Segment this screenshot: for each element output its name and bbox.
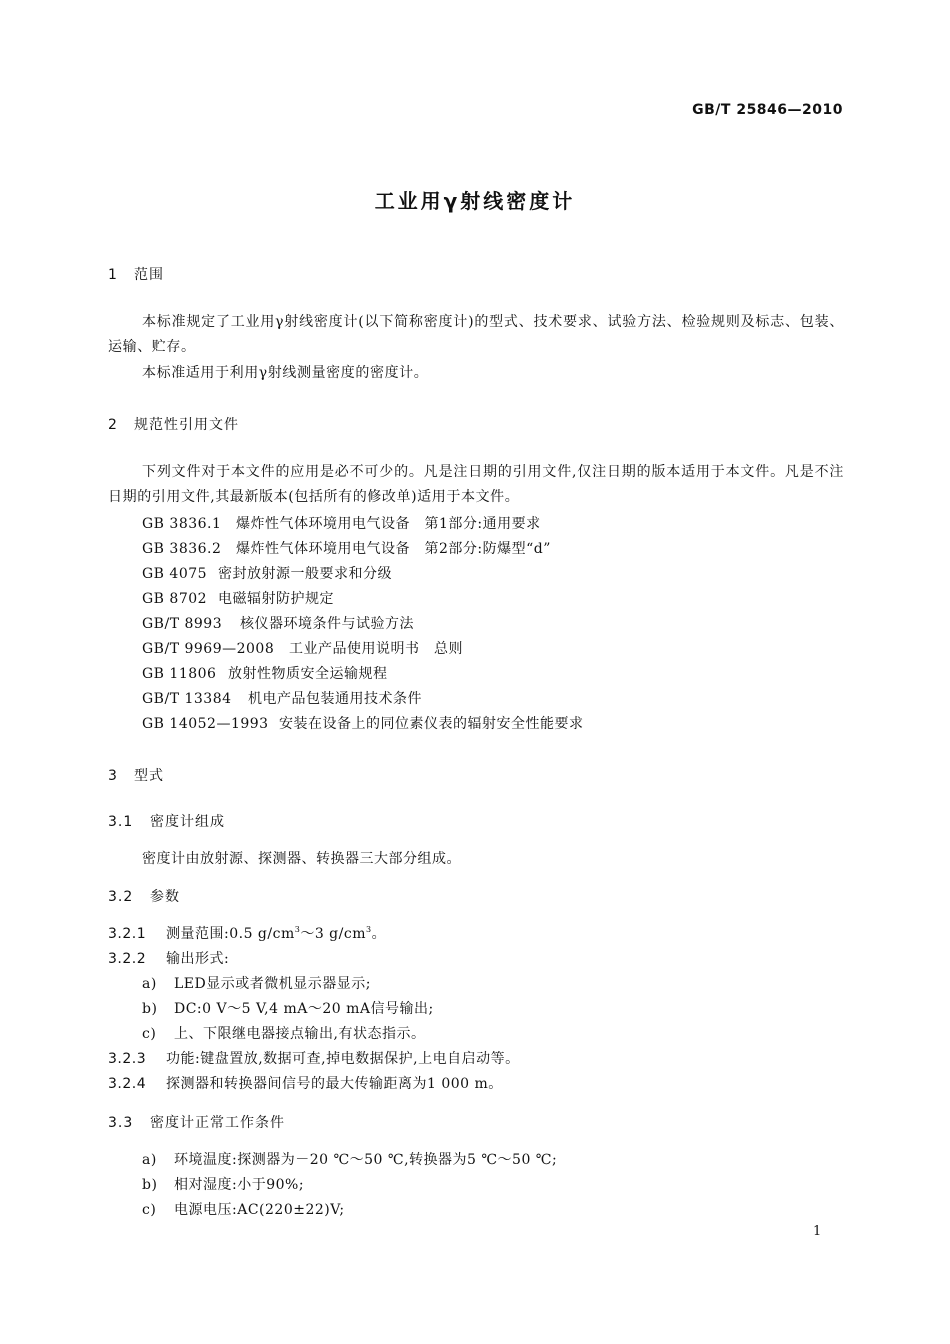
reference-item xyxy=(142,513,541,533)
list-label: a) xyxy=(142,1152,157,1168)
list-text: 相对湿度:小于90%; xyxy=(174,1177,305,1193)
section-number: 3.2 xyxy=(108,889,134,905)
reference-code: GB/T 8993 xyxy=(142,616,223,632)
clause-number: 3.2.3 xyxy=(108,1051,147,1067)
reference-code: GB 8702 xyxy=(142,591,208,607)
section-number: 3 xyxy=(108,768,118,784)
clause-text: 输出形式: xyxy=(166,951,230,967)
clause-text: 测量范围:0.5 g/cm xyxy=(166,926,295,942)
reference-title: 放射性物质安全运输规程 xyxy=(228,666,388,682)
clause-text: ～3 g/cm xyxy=(300,926,366,942)
list-label: b) xyxy=(142,1177,158,1193)
list-item xyxy=(142,1149,557,1169)
clause-number: 3.2.2 xyxy=(108,951,147,967)
section-2-intro: 下列文件对于本文件的应用是必不可少的。凡是注日期的引用文件,仅注日期的版本适用于本文件。凡是不注日期的引用文件,其最新版本(包括所有的修改单)适用于本文件。 xyxy=(108,464,844,505)
reference-item xyxy=(142,713,584,733)
reference-title: 密封放射源一般要求和分级 xyxy=(218,566,392,582)
reference-code: GB 11806 xyxy=(142,666,217,682)
reference-item xyxy=(142,588,334,608)
section-1-paragraph-2: 本标准适用于利用γ射线测量密度的密度计。 xyxy=(142,365,429,381)
section-1-paragraph-1: 本标准规定了工业用γ射线密度计(以下简称密度计)的型式、技术要求、试验方法、检验规则及标志、包装、运输、贮存。 xyxy=(108,314,844,355)
page-number: 1 xyxy=(813,1224,822,1239)
section-3-1-text: 密度计由放射源、探测器、转换器三大部分组成。 xyxy=(142,851,461,867)
section-title: 参数 xyxy=(150,889,180,905)
reference-title: 爆炸性气体环境用电气设备 第1部分:通用要求 xyxy=(236,516,541,532)
section-3-2-heading xyxy=(108,886,180,906)
section-3-1-heading xyxy=(108,811,225,831)
reference-title: 爆炸性气体环境用电气设备 第2部分:防爆型“d” xyxy=(236,541,551,557)
section-number: 3.3 xyxy=(108,1115,134,1131)
clause-text: 。 xyxy=(371,926,387,942)
section-3-heading xyxy=(108,765,164,785)
superscript: 3 xyxy=(294,925,301,934)
reference-item xyxy=(142,613,414,633)
list-item xyxy=(142,998,434,1018)
clause-text: 功能:键盘置放,数据可查,掉电数据保护,上电自启动等。 xyxy=(166,1051,520,1067)
reference-item xyxy=(142,663,388,683)
list-label: c) xyxy=(142,1026,157,1042)
reference-code: GB 4075 xyxy=(142,566,208,582)
reference-item xyxy=(142,563,392,583)
list-text: 环境温度:探测器为－20 ℃～50 ℃,转换器为5 ℃～50 ℃; xyxy=(174,1152,558,1168)
reference-code: GB/T 13384 xyxy=(142,691,232,707)
reference-title: 核仪器环境条件与试验方法 xyxy=(240,616,414,632)
section-title: 密度计正常工作条件 xyxy=(150,1115,285,1131)
list-item xyxy=(142,1023,425,1043)
clause-number: 3.2.4 xyxy=(108,1076,147,1092)
reference-code: GB 3836.2 xyxy=(142,541,222,557)
section-title: 型式 xyxy=(134,768,164,784)
reference-item xyxy=(142,688,422,708)
list-text: 上、下限继电器接点输出,有状态指示。 xyxy=(174,1026,426,1042)
section-1-heading xyxy=(108,264,164,284)
list-label: a) xyxy=(142,976,157,992)
reference-item xyxy=(142,538,551,558)
section-3-3-heading xyxy=(108,1112,285,1132)
list-text: 电源电压:AC(220±22)V; xyxy=(174,1202,345,1218)
clause-3-2-3 xyxy=(108,1048,520,1068)
clause-text: 探测器和转换器间信号的最大传输距离为1 000 m。 xyxy=(166,1076,503,1092)
reference-title: 工业产品使用说明书 总则 xyxy=(289,641,463,657)
clause-3-2-2 xyxy=(108,948,229,968)
reference-title: 电磁辐射防护规定 xyxy=(218,591,334,607)
list-label: b) xyxy=(142,1001,158,1017)
list-item xyxy=(142,1199,345,1219)
reference-title: 机电产品包装通用技术条件 xyxy=(248,691,422,707)
document-title: 工业用γ射线密度计 xyxy=(374,189,576,213)
reference-code: GB 14052—1993 xyxy=(142,716,269,732)
section-2-heading xyxy=(108,414,239,434)
list-text: DC:0 V～5 V,4 mA～20 mA信号输出; xyxy=(174,1001,434,1017)
reference-item xyxy=(142,638,463,658)
list-text: LED显示或者微机显示器显示; xyxy=(174,976,371,992)
section-title: 范围 xyxy=(134,267,164,283)
section-number: 3.1 xyxy=(108,814,134,830)
clause-3-2-4 xyxy=(108,1073,503,1093)
list-item xyxy=(142,1174,304,1194)
reference-code: GB 3836.1 xyxy=(142,516,222,532)
list-item xyxy=(142,973,371,993)
section-number: 1 xyxy=(108,267,118,283)
reference-title: 安装在设备上的同位素仪表的辐射安全性能要求 xyxy=(279,716,584,732)
section-title: 规范性引用文件 xyxy=(134,417,239,433)
reference-code: GB/T 9969—2008 xyxy=(142,641,275,657)
section-title: 密度计组成 xyxy=(150,814,225,830)
superscript: 3 xyxy=(365,925,372,934)
clause-3-2-1 xyxy=(108,923,386,943)
list-label: c) xyxy=(142,1202,157,1218)
section-number: 2 xyxy=(108,417,118,433)
standard-number: GB/T 25846—2010 xyxy=(692,102,843,118)
clause-number: 3.2.1 xyxy=(108,926,147,942)
